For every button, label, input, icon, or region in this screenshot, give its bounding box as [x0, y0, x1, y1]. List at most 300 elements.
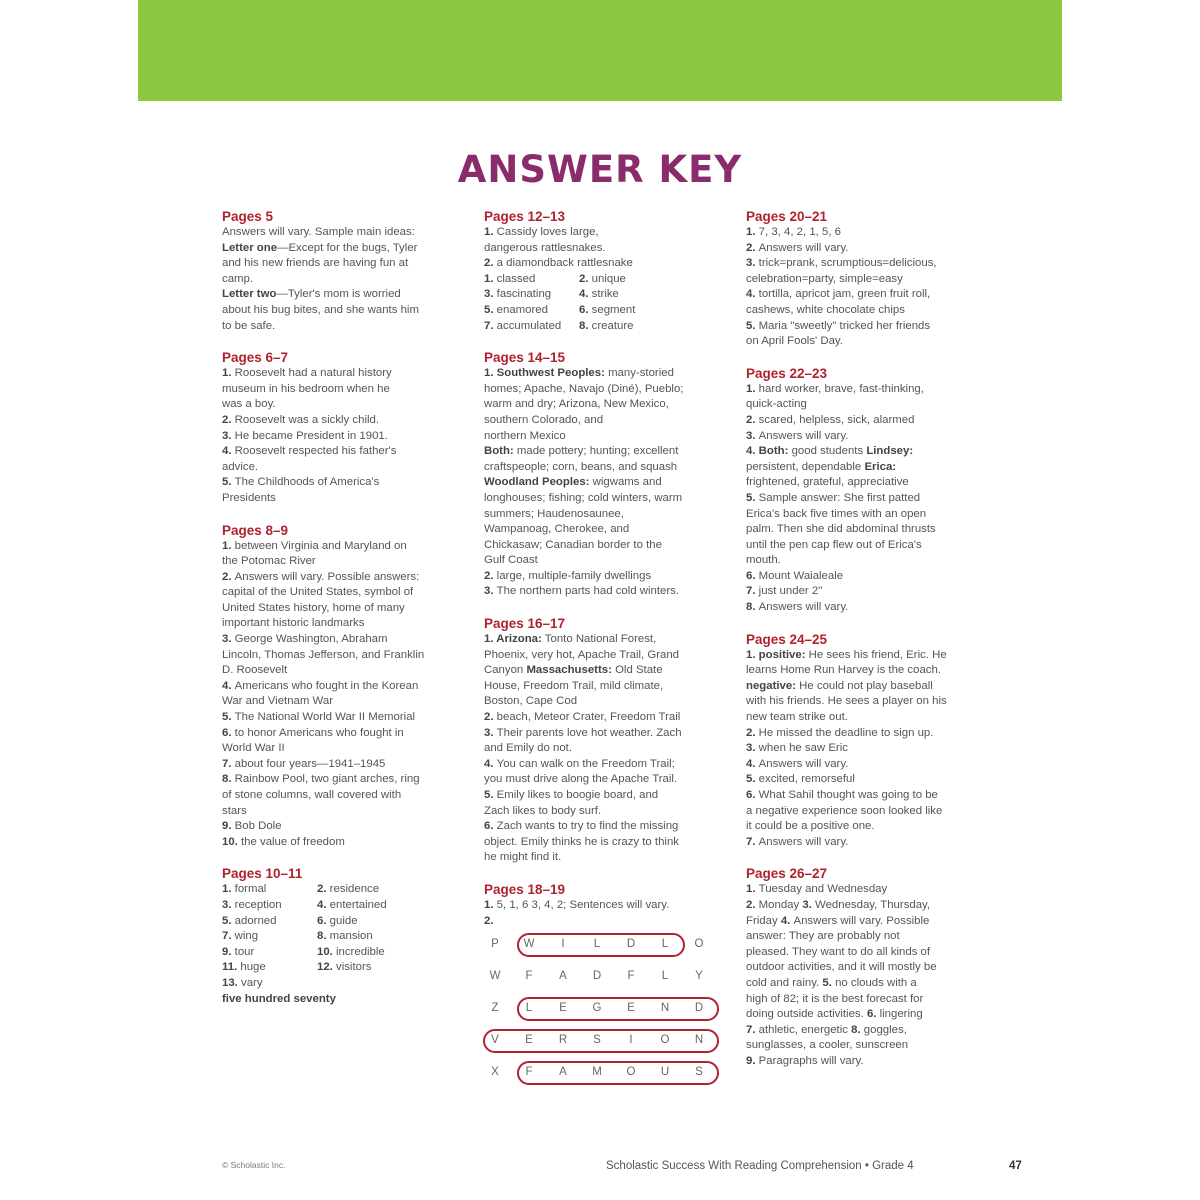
answer-text: tour	[234, 945, 255, 958]
answer-line	[222, 835, 458, 851]
bold-text: 8.	[317, 930, 330, 943]
answer-line	[484, 256, 720, 272]
answer-cell	[222, 914, 317, 930]
bold-text: 5.	[484, 303, 497, 316]
answer-line	[222, 460, 458, 476]
answer-text: House, Freedom Trail, mild climate,	[484, 679, 664, 692]
answer-text: Answers will vary. Sample main ideas:	[222, 226, 415, 238]
answer-cell	[317, 914, 412, 930]
bold-text: 9.	[746, 1054, 759, 1067]
answer-text: classed	[496, 272, 536, 285]
answer-line	[484, 429, 720, 445]
answer-line	[222, 632, 458, 648]
bold-text: 5.	[746, 319, 759, 332]
word-search-row	[484, 931, 712, 961]
bold-text: 13.	[222, 976, 241, 989]
bold-text: 1.	[484, 633, 497, 646]
answer-text: Answers will vary.	[758, 835, 849, 848]
answer-text: entertained	[329, 898, 387, 911]
answer-text: Sample answer: She first patted	[758, 491, 921, 504]
bold-text: 4. Both:	[746, 445, 789, 458]
bold-text: 7.	[222, 930, 235, 943]
answer-text: Boston, Cape Cod	[484, 695, 578, 708]
bold-text: Southwest Peoples:	[496, 367, 605, 380]
answer-line	[746, 1007, 982, 1023]
answer-line	[746, 584, 982, 600]
bold-text: 1.	[746, 883, 759, 896]
answer-line	[746, 538, 982, 554]
answer-text: cold and rainy.	[746, 976, 823, 989]
answer-line	[746, 287, 982, 303]
answer-section	[484, 209, 720, 334]
answer-line	[222, 726, 458, 742]
answer-line	[746, 413, 982, 429]
answer-line	[222, 601, 458, 617]
section-heading: Pages 16–17	[484, 616, 566, 632]
section-heading: Pages 6–7	[222, 350, 289, 366]
answer-line	[746, 241, 982, 257]
bold-text: 12.	[317, 961, 336, 974]
bold-text: 5.	[746, 773, 759, 786]
answer-line	[484, 819, 720, 835]
bold-text: 3.	[746, 742, 759, 755]
bold-text: 4.	[222, 445, 235, 458]
answer-line	[484, 444, 720, 460]
answer-text: longhouses; fishing; cold winters, warm	[484, 491, 683, 504]
answer-line	[746, 835, 982, 851]
grid-letter: D	[694, 1002, 704, 1015]
answer-line	[222, 539, 458, 555]
answer-text: formal	[234, 883, 267, 896]
answer-text: no clouds with a	[835, 976, 917, 989]
section-heading: Pages 10–11	[222, 866, 303, 882]
answer-line	[222, 819, 458, 835]
answer-cell	[222, 976, 317, 992]
section-heading: Pages 18–19	[484, 881, 566, 897]
answer-text: learns Home Run Harvey is the coach.	[746, 664, 941, 677]
answer-cell	[317, 960, 412, 976]
bold-text: 5.	[822, 976, 836, 989]
answer-text: World War II	[222, 742, 285, 755]
bold-text: 3.	[222, 633, 235, 646]
answer-line	[222, 585, 458, 601]
bold-text: 7.	[746, 1023, 759, 1036]
bold-text: 6.	[579, 303, 592, 316]
bold-text: 2.	[484, 257, 497, 270]
bold-text: 1.	[484, 226, 497, 238]
answer-line	[746, 992, 982, 1008]
answer-line	[746, 819, 982, 835]
answer-text: reception	[234, 898, 282, 911]
bold-text: 1.	[484, 272, 497, 285]
bold-text: 2.	[222, 413, 235, 426]
answer-text: scared, helpless, sick, alarmed	[758, 413, 915, 426]
answer-text: vary	[241, 976, 263, 989]
answer-section	[222, 350, 458, 506]
answer-text: Wednesday, Thursday,	[815, 898, 931, 911]
bold-text: 1. positive:	[746, 648, 806, 661]
answer-line	[746, 882, 982, 898]
answer-section	[484, 616, 720, 866]
answer-text: strike	[591, 288, 619, 301]
answer-line	[484, 898, 720, 914]
bold-text: Letter one	[222, 241, 278, 254]
answer-cell	[317, 929, 412, 945]
answer-text: made pottery; hunting; excellent	[513, 445, 679, 458]
answer-pair-line	[222, 929, 458, 945]
answer-text: mansion	[329, 930, 373, 943]
answer-line	[746, 648, 982, 664]
answer-text: unique	[591, 272, 626, 285]
bold-text: 2.	[484, 569, 497, 582]
answer-text: Tuesday and Wednesday	[758, 883, 888, 896]
bold-text: 3.	[484, 585, 497, 598]
bold-text: five hundred seventy	[222, 992, 336, 1005]
answer-line	[484, 679, 720, 695]
answer-cell	[317, 945, 412, 961]
grid-letter: W	[489, 970, 501, 983]
answer-line	[484, 507, 720, 523]
answer-line	[746, 741, 982, 757]
answer-text: he might find it.	[484, 851, 562, 864]
answer-line	[222, 772, 458, 788]
answer-text: Zach likes to body surf.	[484, 804, 602, 817]
bold-text: 9.	[222, 820, 235, 833]
answer-text: incredible	[336, 945, 385, 958]
bold-text: 4.	[484, 757, 497, 770]
answer-text: and his new friends are having fun at	[222, 257, 409, 270]
answer-pair-line	[484, 303, 720, 319]
header-banner	[138, 0, 1062, 101]
answer-text: Roosevelt respected his father's	[234, 445, 397, 458]
bold-text: 2.	[746, 898, 759, 911]
answer-text: until the pen cap flew out of Erica's	[746, 538, 922, 551]
answer-text: it could be a positive one.	[746, 820, 875, 833]
answer-line	[746, 507, 982, 523]
answer-text: with his friends. He sees a player on his	[746, 695, 947, 708]
answer-cell	[222, 898, 317, 914]
answer-text: camp.	[222, 272, 254, 285]
answer-text: doing outside activities.	[746, 1008, 867, 1021]
answer-cell	[579, 319, 674, 335]
answer-line	[222, 663, 458, 679]
answer-line	[746, 225, 982, 241]
answer-text: athletic, energetic	[758, 1023, 852, 1036]
answer-line	[746, 334, 982, 350]
answer-line	[222, 491, 458, 507]
answer-text: Their parents love hot weather. Zach	[496, 726, 682, 739]
answer-text: Answers will vary.	[758, 601, 849, 614]
answer-text: Monday	[758, 898, 803, 911]
answer-text: on April Fools' Day.	[746, 335, 843, 348]
answer-line	[484, 382, 720, 398]
answer-line	[484, 835, 720, 851]
answer-text: Rainbow Pool, two giant arches, ring	[234, 773, 420, 786]
answer-line	[484, 772, 720, 788]
answer-text: Friday	[746, 914, 781, 927]
answer-text: trick=prank, scrumptious=delicious,	[758, 257, 937, 270]
answer-text: southern Colorado, and	[484, 413, 604, 426]
answer-text: tortilla, apricot jam, green fruit roll,	[758, 288, 931, 301]
bold-text: 1.	[484, 898, 497, 911]
bold-text: 6.	[484, 820, 497, 833]
section-heading: Pages 12–13	[484, 209, 566, 224]
bold-text: 2.	[222, 570, 235, 583]
answer-line	[222, 694, 458, 710]
answer-text: 5, 1, 6 3, 4, 2; Sentences will vary.	[496, 898, 670, 911]
answer-line	[484, 632, 720, 648]
answer-line	[746, 898, 982, 914]
answer-text: sunglasses, a cooler, sunscreen	[746, 1039, 909, 1052]
answer-line	[222, 475, 458, 491]
answer-line	[746, 663, 982, 679]
answer-text: stars	[222, 804, 247, 817]
answer-text: celebration=party, simple=easy	[746, 272, 903, 285]
grid-letter: O	[626, 1066, 636, 1079]
answer-text: He became President in 1901.	[234, 429, 388, 442]
bold-text: Erica:	[864, 460, 897, 473]
answer-line	[222, 679, 458, 695]
answer-text: Presidents	[222, 491, 276, 504]
answer-pair-line	[222, 945, 458, 961]
answer-text: residence	[329, 883, 380, 896]
grid-letter: A	[559, 1066, 567, 1079]
answer-line	[746, 772, 982, 788]
bold-text: 2.	[746, 413, 759, 426]
answer-text: of stone columns, wall covered with	[222, 789, 402, 801]
bold-text: 5.	[484, 789, 497, 801]
bold-text: Massachusetts:	[526, 664, 612, 677]
answer-text: creature	[591, 319, 634, 332]
answer-text: outdoor activities, and it will mostly be	[746, 961, 937, 974]
answer-line	[222, 397, 458, 413]
word-search-row	[484, 1027, 712, 1057]
answer-section	[484, 882, 720, 1097]
answer-text: enamored	[496, 303, 548, 316]
bold-text: 7.	[746, 835, 759, 848]
answer-line	[746, 460, 982, 476]
answer-text: when he saw Eric	[758, 742, 848, 755]
answer-text: visitors	[336, 961, 372, 974]
section-heading: Pages 8–9	[222, 522, 289, 538]
section-heading: Pages 20–21	[746, 209, 828, 224]
answer-line	[484, 475, 720, 491]
answer-text: quick-acting	[746, 398, 807, 411]
answer-text: palm. Then she did abdominal thrusts	[746, 523, 936, 536]
answer-line	[746, 491, 982, 507]
answer-text: important historic landmarks	[222, 617, 365, 630]
answer-text: Answers will vary.	[758, 757, 849, 770]
grid-letter: X	[491, 1066, 499, 1079]
grid-letter: N	[660, 1002, 670, 1015]
answer-text: Bob Dole	[234, 820, 282, 833]
section-heading: Pages 14–15	[484, 350, 566, 366]
answer-line	[222, 382, 458, 398]
answer-cell	[579, 287, 674, 303]
answer-text: —Except for the bugs, Tyler	[277, 241, 418, 254]
grid-letter: V	[491, 1034, 499, 1047]
answer-section	[746, 209, 982, 350]
answer-cell	[579, 272, 674, 288]
answer-text: cashews, white chocolate chips	[746, 303, 905, 316]
answer-line	[746, 1038, 982, 1054]
answer-cell	[317, 882, 412, 898]
answer-line	[484, 584, 720, 600]
answer-line	[222, 429, 458, 445]
grid-letter: R	[558, 1034, 568, 1047]
page-title: ANSWER KEY	[457, 148, 743, 191]
answer-text: summers; Haudenosaunee,	[484, 507, 624, 520]
answer-text: D. Roosevelt	[222, 664, 288, 677]
bold-text: 7.	[484, 319, 497, 332]
answer-text: pleased. They want to do all kinds of	[746, 945, 931, 958]
bold-text: 8.	[222, 773, 235, 786]
bold-text: 4.	[222, 679, 235, 692]
section-heading: Pages 5	[222, 209, 274, 224]
bold-text: 2.	[579, 272, 592, 285]
answer-line	[746, 1023, 982, 1039]
answer-line	[484, 241, 720, 257]
answer-text: the value of freedom	[241, 835, 345, 848]
answer-line	[746, 397, 982, 413]
answer-text: persistent, dependable	[746, 460, 865, 473]
answer-text: beach, Meteor Crater, Freedom Trail	[496, 711, 681, 724]
word-search-row	[484, 1059, 712, 1089]
answer-text: Maria "sweetly" tricked her friends	[758, 319, 931, 332]
answer-pair-line	[222, 960, 458, 976]
answer-line	[484, 413, 720, 429]
answer-line	[484, 553, 720, 569]
answer-text: Phoenix, very hot, Apache Trail, Grand	[484, 648, 680, 661]
answer-line	[222, 303, 458, 319]
answer-section	[222, 866, 458, 1007]
bold-text: 3.	[484, 288, 497, 301]
answer-pair-line	[484, 287, 720, 303]
answer-line	[484, 538, 720, 554]
grid-letter: O	[660, 1034, 670, 1047]
bold-text: 1.	[222, 539, 235, 552]
answer-line	[222, 616, 458, 632]
grid-letter: W	[523, 938, 535, 951]
answer-line	[222, 648, 458, 664]
grid-letter: F	[627, 970, 635, 983]
answer-line	[222, 225, 458, 241]
grid-letter: L	[593, 938, 601, 951]
bold-text: 5.	[222, 476, 235, 489]
answer-line	[222, 710, 458, 726]
answer-line	[746, 788, 982, 804]
answer-line	[746, 679, 982, 695]
answer-text: adorned	[234, 914, 277, 927]
bold-text: 4.	[746, 757, 759, 770]
answer-text: He could not play baseball	[796, 679, 933, 692]
bold-text: negative:	[746, 679, 797, 692]
answer-text: mouth.	[746, 554, 781, 567]
grid-letter: P	[491, 938, 499, 951]
answer-line	[746, 319, 982, 335]
answer-text: you must drive along the Apache Trail.	[484, 773, 678, 786]
bold-text: 1.	[222, 883, 235, 896]
answer-text: The National World War II Memorial	[234, 711, 416, 724]
answer-line	[484, 460, 720, 476]
bold-text: 2.	[484, 914, 494, 927]
section-heading: Pages 26–27	[746, 866, 828, 882]
answer-line	[746, 553, 982, 569]
answer-text: Chickasaw; Canadian border to the	[484, 538, 662, 551]
answer-line	[484, 491, 720, 507]
answer-text: George Washington, Abraham	[234, 633, 388, 646]
answer-cell	[222, 945, 317, 961]
answer-cell	[484, 319, 579, 335]
bold-text: 1.	[484, 367, 497, 380]
answer-cell	[484, 272, 579, 288]
answer-cell	[222, 960, 317, 976]
bold-text: 4.	[317, 898, 330, 911]
answer-line	[484, 663, 720, 679]
answer-text: Roosevelt had a natural history	[234, 367, 392, 380]
answer-cell	[222, 929, 317, 945]
grid-letter: L	[525, 1002, 533, 1015]
answer-line	[484, 850, 720, 866]
answer-line	[746, 303, 982, 319]
answer-text: goggles,	[863, 1023, 907, 1036]
answer-text: guide	[329, 914, 358, 927]
bold-text: 6.	[317, 914, 330, 927]
answer-text: craftspeople; corn, beans, and squash	[484, 460, 678, 473]
answer-text: The Childhoods of America's	[234, 476, 380, 489]
bold-text: 2.	[746, 241, 759, 254]
answer-text: lingering	[879, 1008, 923, 1021]
answer-text: Zach wants to try to find the missing	[496, 820, 679, 833]
answer-text: Answers will vary. Possible	[793, 914, 930, 927]
answer-column-3	[746, 209, 982, 1086]
bold-text: 8.	[579, 319, 592, 332]
grid-letter: N	[694, 1034, 704, 1047]
grid-letter: E	[559, 1002, 567, 1015]
answer-text: Americans who fought in the Korean	[234, 679, 419, 692]
answer-text: Emily likes to boogie board, and	[496, 789, 659, 801]
bold-text: 8.	[746, 601, 759, 614]
bold-text: 4.	[579, 288, 592, 301]
answer-text: frightened, grateful, appreciative	[746, 476, 909, 489]
answer-text: dangerous rattlesnakes.	[484, 241, 606, 254]
answer-text: to honor Americans who fought in	[234, 726, 404, 739]
answer-line	[484, 757, 720, 773]
answer-text: was a boy.	[222, 398, 276, 411]
answer-text: Answers will vary. Possible answers:	[234, 570, 420, 583]
answer-line	[222, 570, 458, 586]
answer-pair-line	[222, 976, 458, 992]
answer-text: He sees his friend, Eric. He	[805, 648, 947, 661]
answer-text: Mount Waialeale	[758, 569, 844, 582]
answer-cell	[484, 303, 579, 319]
bold-text: Lindsey:	[866, 445, 914, 458]
answer-text: wing	[234, 930, 259, 943]
answer-line	[222, 444, 458, 460]
answer-line	[746, 710, 982, 726]
answer-line	[484, 397, 720, 413]
answer-text: homes; Apache, Navajo (Diné), Pueblo;	[484, 382, 684, 395]
answer-line	[222, 741, 458, 757]
bold-text: 10.	[222, 835, 241, 848]
bold-text: 6.	[746, 569, 759, 582]
answer-line	[746, 522, 982, 538]
answer-text: a diamondback rattlesnake	[496, 257, 633, 270]
grid-letter: E	[525, 1034, 533, 1047]
answer-text: about his bug bites, and she wants him	[222, 303, 419, 316]
answer-pair-line	[222, 898, 458, 914]
answer-line	[222, 804, 458, 820]
